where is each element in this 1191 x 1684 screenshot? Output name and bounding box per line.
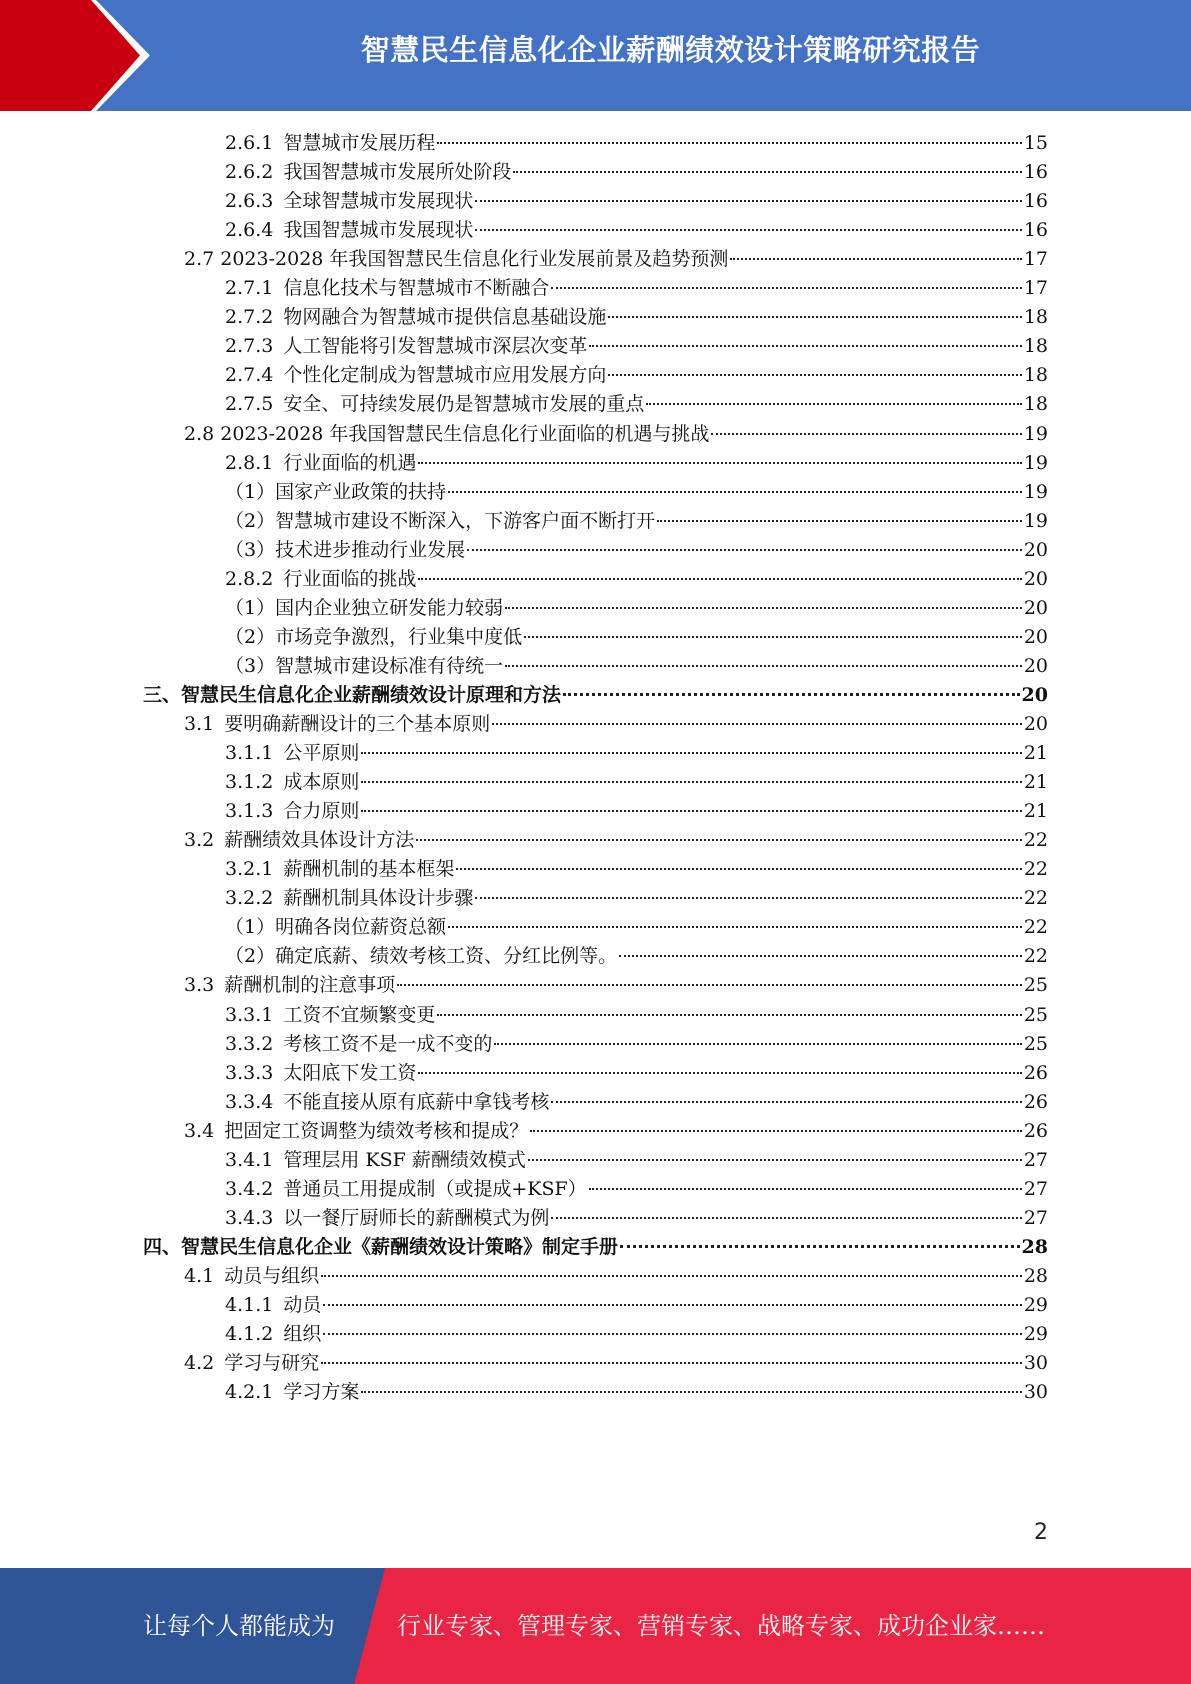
toc-entry-label: [225, 796, 359, 827]
toc-entry[interactable]: [225, 912, 1048, 943]
toc-page-number: 22: [1023, 858, 1048, 880]
toc-entry-label: [184, 709, 490, 740]
toc-entry-text: （1）国内企业独立研发能力较弱: [225, 597, 504, 619]
toc-entry[interactable]: [184, 244, 1048, 275]
toc-entry[interactable]: [225, 1174, 1048, 1205]
toc-page-number: 18: [1023, 306, 1048, 328]
toc-entry-text: 薪酬机制具体设计步骤: [283, 887, 474, 909]
header-chevron-arrow-icon: [0, 0, 140, 111]
toc-entry-text: （1）明确各岗位薪资总额: [225, 916, 447, 938]
toc-page-number: 17: [1023, 277, 1048, 299]
toc-page-number: 28: [1021, 1236, 1048, 1258]
toc-entry-text: 2.8 2023-2028 年我国智慧民生信息化行业面临的机遇与挑战: [184, 423, 710, 445]
toc-entry-label: [225, 477, 446, 508]
toc-entry-text: 把固定工资调整为绩效考核和提成？: [224, 1120, 529, 1142]
toc-page-number: 20: [1023, 626, 1048, 648]
toc-entry-label: [225, 1058, 416, 1089]
toc-entry-label: [225, 1145, 526, 1176]
toc-entry-number: 2.7.4: [225, 364, 274, 386]
toc-dot-leader: [437, 1014, 1021, 1016]
toc-entry[interactable]: [225, 1145, 1048, 1176]
toc-page-number: 16: [1023, 190, 1048, 212]
toc-page-number: 21: [1023, 800, 1048, 822]
toc-dot-leader: [505, 665, 1022, 667]
toc-page-number: 21: [1023, 771, 1048, 793]
toc-entry-label: [225, 389, 644, 420]
toc-entry[interactable]: [225, 593, 1048, 624]
toc-dot-leader: [416, 839, 1022, 841]
toc-entry-text: 行业面临的挑战: [283, 568, 417, 590]
toc-dot-leader: [646, 403, 1021, 405]
toc-dot-leader: [589, 345, 1021, 347]
toc-entry-text: （3）智慧城市建设标准有待统一: [225, 655, 504, 677]
page-number: 2: [1034, 1520, 1048, 1545]
toc-page-number: 27: [1023, 1207, 1048, 1229]
toc-entry[interactable]: [225, 1203, 1048, 1234]
toc-entry-text: 工资不宜频繁变更: [283, 1004, 436, 1026]
toc-page-number: 21: [1023, 742, 1048, 764]
toc-entry-label: [225, 912, 446, 943]
toc-entry-label: [225, 883, 473, 914]
toc-page-number: 18: [1023, 335, 1048, 357]
toc-entry[interactable]: [225, 302, 1048, 333]
toc-entry-number: 3.4.1: [225, 1149, 274, 1171]
toc-entry-label: [143, 680, 561, 711]
toc-entry-text: （2）市场竞争激烈，行业集中度低: [225, 626, 523, 648]
toc-entry[interactable]: [225, 1377, 1048, 1408]
toc-entry-text: 考核工资不是一成不变的: [283, 1033, 493, 1055]
toc-page-number: 25: [1023, 1033, 1048, 1055]
toc-entry-label: [184, 1116, 528, 1147]
toc-page-number: 19: [1023, 423, 1048, 445]
toc-entry[interactable]: [225, 331, 1048, 362]
toc-entry-text: 组织: [283, 1323, 322, 1345]
toc-entry[interactable]: [225, 1029, 1048, 1060]
toc-entry-number: 3.3.2: [225, 1033, 274, 1055]
toc-page-number: 20: [1023, 713, 1048, 735]
toc-entry[interactable]: [225, 215, 1048, 246]
toc-dot-leader: [608, 374, 1021, 376]
toc-entry-text: 我国智慧城市发展所处阶段: [283, 161, 512, 183]
toc-page-number: 19: [1023, 510, 1048, 532]
toc-entry-text: 要明确薪酬设计的三个基本原则: [224, 713, 491, 735]
toc-entry-text: 个性化定制成为智慧城市应用发展方向: [283, 364, 607, 386]
footer-banner: [0, 1568, 1191, 1684]
toc-page-number: 26: [1023, 1120, 1048, 1142]
toc-entry-label: [225, 738, 359, 769]
toc-entry-text: 动员与组织: [224, 1265, 320, 1287]
toc-page-number: 29: [1023, 1323, 1048, 1345]
toc-entry-label: [225, 302, 606, 333]
toc-entry-text: 薪酬绩效具体设计方法: [224, 829, 415, 851]
toc-entry-text: 成本原则: [283, 771, 360, 793]
toc-entry-number: 4.2: [184, 1352, 215, 1374]
toc-page-number: 29: [1023, 1294, 1048, 1316]
toc-entry[interactable]: [225, 186, 1048, 217]
toc-dot-leader: [608, 316, 1021, 318]
toc-page-number: 26: [1023, 1091, 1048, 1113]
toc-entry[interactable]: [225, 941, 1048, 972]
toc-dot-leader: [551, 1101, 1021, 1103]
toc-dot-leader: [418, 1072, 1021, 1074]
toc-entry-number: 2.8.2: [225, 568, 274, 590]
toc-entry-label: [225, 1029, 492, 1060]
toc-entry-label: [225, 622, 522, 653]
toc-dot-leader: [437, 142, 1021, 144]
toc-entry-number: 4.1.1: [225, 1294, 274, 1316]
toc-entry[interactable]: [184, 825, 1048, 856]
toc-entry-number: 3.1: [184, 713, 215, 735]
toc-dot-leader: [467, 549, 1022, 551]
toc-dot-leader: [361, 1391, 1021, 1393]
toc-entry-number: 3.3.1: [225, 1004, 274, 1026]
toc-entry-text: 全球智慧城市发展现状: [283, 190, 474, 212]
toc-entry-text: 太阳底下发工资: [283, 1062, 417, 1084]
toc-entry-text: 行业面临的机遇: [283, 452, 417, 474]
toc-entry-label: [225, 448, 416, 479]
toc-entry[interactable]: [184, 1261, 1048, 1292]
toc-entry-text: （1）国家产业政策的扶持: [225, 481, 447, 503]
toc-entry-number: 2.6.2: [225, 161, 274, 183]
report-title: 智慧民生信息化企业薪酬绩效设计策略研究报告: [360, 33, 981, 67]
toc-entry-number: 3.2.2: [225, 887, 274, 909]
toc-page-number: 27: [1023, 1149, 1048, 1171]
toc-entry-number: 3.4.3: [225, 1207, 274, 1229]
toc-page-number: 19: [1023, 452, 1048, 474]
toc-entry-text: 三、智慧民生信息化企业薪酬绩效设计原理和方法: [143, 684, 562, 706]
toc-entry-text: 四、智慧民生信息化企业《薪酬绩效设计策略》制定手册: [143, 1236, 619, 1258]
toc-dot-leader: [323, 1333, 1021, 1335]
toc-entry-number: 4.1: [184, 1265, 215, 1287]
toc-entry-text: 学习方案: [283, 1381, 360, 1403]
toc-entry-text: 2.7 2023-2028 年我国智慧民生信息化行业发展前景及趋势预测: [184, 248, 729, 270]
toc-page-number: 18: [1023, 364, 1048, 386]
toc-entry[interactable]: [225, 535, 1048, 566]
toc-entry-label: [184, 419, 709, 450]
toc-dot-leader: [361, 810, 1021, 812]
toc-entry-label: [225, 1174, 587, 1205]
toc-entry[interactable]: [225, 796, 1048, 827]
toc-entry-text: 不能直接从原有底薪中拿钱考核: [283, 1091, 550, 1113]
toc-entry-label: [225, 593, 503, 624]
toc-entry-text: 安全、可持续发展仍是智慧城市发展的重点: [283, 393, 645, 415]
toc-entry-text: 公平原则: [283, 742, 360, 764]
toc-entry[interactable]: [225, 738, 1048, 769]
toc-entry[interactable]: [225, 360, 1048, 391]
toc-entry-text: 普通员工用提成制（或提成+KSF）: [283, 1178, 587, 1200]
toc-entry-label: [225, 767, 359, 798]
toc-entry-text: 动员: [283, 1294, 322, 1316]
toc-entry-text: （3）技术进步推动行业发展: [225, 539, 466, 561]
toc-entry[interactable]: [225, 157, 1048, 188]
toc-page-number: 19: [1023, 481, 1048, 503]
toc-dot-leader: [563, 693, 1020, 696]
toc-entry-number: 4.2.1: [225, 1381, 274, 1403]
toc-entry-label: [225, 331, 587, 362]
toc-dot-leader: [321, 1275, 1022, 1277]
toc-entry-number: 2.7.3: [225, 335, 274, 357]
toc-entry-number: 4.1.2: [225, 1323, 274, 1345]
toc-page-number: 22: [1023, 945, 1048, 967]
toc-entry[interactable]: [184, 419, 1048, 450]
toc-entry-text: 人工智能将引发智慧城市深层次变革: [283, 335, 588, 357]
toc-dot-leader: [589, 1188, 1022, 1190]
toc-entry-number: 3.4.2: [225, 1178, 274, 1200]
toc-entry-label: [225, 215, 473, 246]
toc-entry[interactable]: [143, 1232, 1048, 1263]
toc-entry-text: 薪酬机制的基本框架: [283, 858, 455, 880]
toc-entry-number: 3.4: [184, 1120, 215, 1142]
toc-dot-leader: [620, 1245, 1020, 1248]
toc-entry-text: 物网融合为智慧城市提供信息基础设施: [283, 306, 607, 328]
toc-entry-label: [225, 564, 416, 595]
toc-entry-number: 3.3.4: [225, 1091, 274, 1113]
toc-page-number: 18: [1023, 393, 1048, 415]
toc-entry[interactable]: [225, 477, 1048, 508]
toc-dot-leader: [475, 897, 1021, 899]
toc-entry[interactable]: [225, 854, 1048, 885]
toc-entry[interactable]: [225, 273, 1048, 304]
toc-entry-label: [225, 186, 473, 217]
toc-entry[interactable]: [225, 1058, 1048, 1089]
toc-dot-leader: [448, 926, 1022, 928]
toc-page-number: 20: [1023, 597, 1048, 619]
toc-entry-number: 2.6.1: [225, 132, 274, 154]
toc-dot-leader: [528, 1159, 1022, 1161]
toc-entry[interactable]: [184, 1348, 1048, 1379]
toc-entry-label: [225, 128, 435, 159]
toc-entry-label: [184, 1348, 319, 1379]
toc-entry[interactable]: [143, 680, 1048, 711]
toc-dot-leader: [657, 520, 1022, 522]
toc-dot-leader: [418, 578, 1021, 580]
toc-entry-number: 3.1.2: [225, 771, 274, 793]
toc-entry-number: 3.3.3: [225, 1062, 274, 1084]
toc-entry-label: [184, 970, 395, 1001]
toc-entry-number: 2.6.4: [225, 219, 274, 241]
toc-entry[interactable]: [225, 1319, 1048, 1350]
toc-page-number: 22: [1023, 916, 1048, 938]
toc-dot-leader: [321, 1362, 1022, 1364]
toc-page-number: 30: [1023, 1381, 1048, 1403]
toc-entry-text: 薪酬机制的注意事项: [224, 974, 396, 996]
toc-dot-leader: [361, 752, 1021, 754]
toc-entry[interactable]: [225, 1000, 1048, 1031]
toc-entry-text: （2）智慧城市建设不断深入，下游客户面不断打开: [225, 510, 656, 532]
toc-dot-leader: [448, 491, 1022, 493]
toc-page-number: 27: [1023, 1178, 1048, 1200]
toc-page-number: 22: [1023, 887, 1048, 909]
toc-page-number: 20: [1023, 655, 1048, 677]
toc-entry-label: [225, 854, 454, 885]
toc-entry-label: [184, 825, 414, 856]
toc-entry[interactable]: [225, 651, 1048, 682]
toc-dot-leader: [397, 984, 1022, 986]
toc-dot-leader: [361, 781, 1021, 783]
toc-page-number: 20: [1021, 684, 1048, 706]
toc-entry-text: 管理层用 KSF 薪酬绩效模式: [283, 1149, 526, 1171]
toc-entry[interactable]: [225, 883, 1048, 914]
toc-entry-number: 3.3: [184, 974, 215, 996]
toc-page-number: 22: [1023, 829, 1048, 851]
toc-page-number: 25: [1023, 974, 1048, 996]
toc-entry-number: 2.7.1: [225, 277, 274, 299]
toc-entry-number: 2.8.1: [225, 452, 274, 474]
toc-entry-label: [225, 273, 549, 304]
toc-entry-number: 2.7.5: [225, 393, 274, 415]
toc-entry-number: 3.1.1: [225, 742, 274, 764]
toc-dot-leader: [492, 723, 1022, 725]
toc-dot-leader: [530, 1130, 1022, 1132]
toc-entry-label: [225, 157, 511, 188]
toc-entry-text: （2）确定底薪、绩效考核工资、分红比例等。: [225, 945, 618, 967]
toc-entry-label: [143, 1232, 618, 1263]
toc-entry-label: [225, 1000, 435, 1031]
toc-entry-label: [184, 1261, 319, 1292]
toc-entry[interactable]: [184, 1116, 1048, 1147]
toc-dot-leader: [475, 200, 1021, 202]
toc-entry[interactable]: [225, 1087, 1048, 1118]
toc-entry-number: 2.6.3: [225, 190, 274, 212]
toc-page-number: 16: [1023, 219, 1048, 241]
toc-entry-label: [225, 1319, 321, 1350]
toc-entry-label: [225, 1377, 359, 1408]
toc-page-number: 30: [1023, 1352, 1048, 1374]
toc-entry[interactable]: [225, 1290, 1048, 1321]
toc-page-number: 26: [1023, 1062, 1048, 1084]
toc-entry[interactable]: [225, 128, 1048, 159]
toc-dot-leader: [711, 433, 1021, 435]
toc-page-number: 20: [1023, 568, 1048, 590]
toc-dot-leader: [619, 955, 1022, 957]
toc-entry-text: 以一餐厅厨师长的薪酬模式为例: [283, 1207, 550, 1229]
toc-entry-label: [225, 535, 465, 566]
toc-entry[interactable]: [225, 389, 1048, 420]
toc-page-number: 17: [1023, 248, 1048, 270]
toc-entry-label: [225, 1087, 549, 1118]
toc-dot-leader: [475, 229, 1021, 231]
toc-page-number: 20: [1023, 539, 1048, 561]
toc-entry[interactable]: [225, 506, 1048, 537]
toc-dot-leader: [513, 171, 1021, 173]
footer-slogan-roles: 行业专家、管理专家、营销专家、战略专家、成功企业家……: [397, 1612, 1045, 1640]
toc-entry-label: [225, 651, 503, 682]
toc-entry-label: [225, 506, 655, 537]
toc-entry-label: [225, 360, 606, 391]
toc-entry-label: [184, 244, 728, 275]
toc-dot-leader: [524, 636, 1022, 638]
toc-entry[interactable]: [225, 767, 1048, 798]
toc-entry-text: 合力原则: [283, 800, 360, 822]
toc-page-number: 25: [1023, 1004, 1048, 1026]
toc-entry-text: 学习与研究: [224, 1352, 320, 1374]
toc-dot-leader: [551, 287, 1021, 289]
toc-entry-label: [225, 1203, 549, 1234]
toc-entry[interactable]: [225, 448, 1048, 479]
toc-entry-text: 我国智慧城市发展现状: [283, 219, 474, 241]
toc-entry-number: 2.7.2: [225, 306, 274, 328]
toc-entry-number: 3.1.3: [225, 800, 274, 822]
toc-page-number: 28: [1023, 1265, 1048, 1287]
toc-page-number: 15: [1023, 132, 1048, 154]
toc-dot-leader: [494, 1043, 1021, 1045]
toc-dot-leader: [418, 462, 1021, 464]
toc-dot-leader: [730, 258, 1021, 260]
toc-entry-text: 智慧城市发展历程: [283, 132, 436, 154]
toc-entry-number: 3.2.1: [225, 858, 274, 880]
toc-entry[interactable]: [184, 709, 1048, 740]
toc-entry-number: 3.2: [184, 829, 215, 851]
toc-entry-label: [225, 1290, 321, 1321]
toc-entry-text: 信息化技术与智慧城市不断融合: [283, 277, 550, 299]
toc-dot-leader: [551, 1217, 1021, 1219]
header-banner: [0, 0, 1191, 111]
toc-entry[interactable]: [225, 622, 1048, 653]
footer-slogan-lead: 让每个人都能成为: [143, 1612, 335, 1640]
toc-dot-leader: [456, 868, 1021, 870]
toc-page-number: 16: [1023, 161, 1048, 183]
toc-entry[interactable]: [184, 970, 1048, 1001]
toc-entry-label: [225, 941, 617, 972]
toc-dot-leader: [505, 607, 1022, 609]
toc-entry[interactable]: [225, 564, 1048, 595]
toc-dot-leader: [323, 1304, 1021, 1306]
